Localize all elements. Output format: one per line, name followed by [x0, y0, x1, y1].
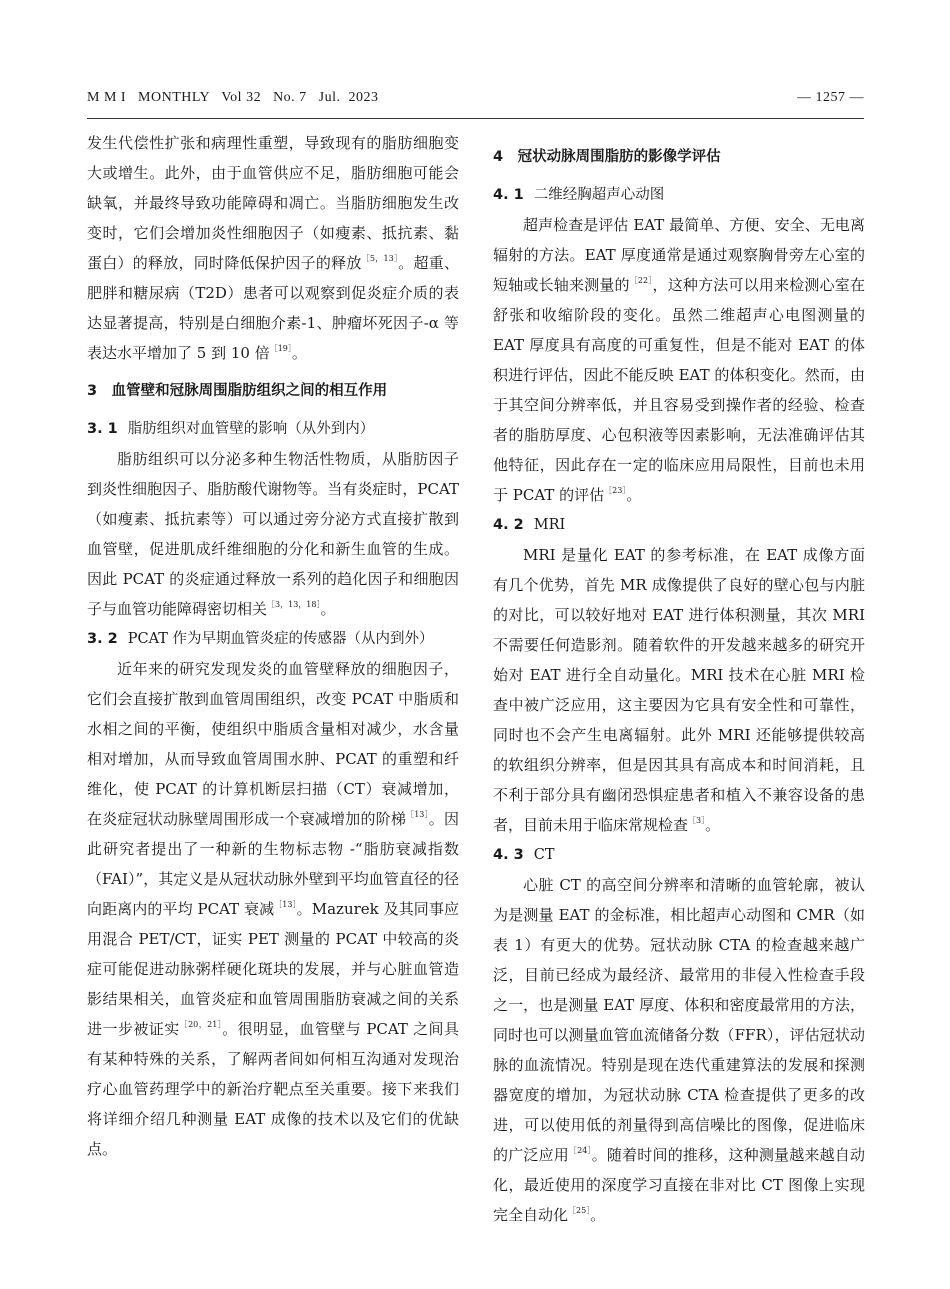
citation[interactable]: ［24］: [568, 1146, 592, 1155]
citation[interactable]: ［5，13］: [361, 254, 399, 263]
subsection-heading-3-2: 3. 2 PCAT 作为早期血管炎症的传感器（从内到外）: [87, 631, 434, 647]
paragraph: 超声检查是评估 EAT 最简单、方便、安全、无电离辐射的方法。EAT 厚度通常是通过观察胸骨旁左心室的短轴或长轴来测量的$^{[22]}$，这种方法可以用来检测心室在舒张和收缩阶段的变化。虽然二维超声心电图测量的 EAT 厚度具有高度的可重复性，但是不能对 EAT 的体积进行评估，因此不能反映 EAT 的体积变化。然而，由于其空间分辨率低，并且容易受到操作者的经验、检查者的脂肪厚度、心包积液等因素影响，无法准确评估其他特征，因此存在一定的临床应用局限性，目前也未用于 PCAT 的评估$^{[23]}$。: [493, 216, 865, 504]
paragraph: 发生代偿性扩张和病理性重塑，导致现有的脂肪细胞变大或增生。此外，由于血管供应不足，脂肪细胞可能会缺氧，并最终导致功能障碍和凋亡。当脂肪细胞发生改变时，它们会增加炎性细胞因子（如瘦素、抵抗素、黏蛋白）的释放，同时降低保护因子的释放$^{[5,13]}$。超重、肥胖和糖尿病（T2D）患者可以观察到促炎症介质的表达显著提高，特别是白细胞介素-1、肿瘤坏死因子-α 等表达水平增加了 5 到 10 倍$^{[19]}$。: [87, 134, 459, 362]
subsection-heading-4-1: 4. 1 二维经胸超声心动图: [493, 187, 665, 203]
paragraph: MRI 是量化 EAT 的参考标准，在 EAT 成像方面有几个优势，首先 MR 成像提供了良好的壁心包与内脏的对比，可以较好地对 EAT 进行体积测量，其次 MRI 不需要任何造影剂。随着软件的开发越来越多的研究开始对 EAT 进行全自动量化。MRI 技术在心脏 MRI 检查中被广泛应用，这主要因为它具有安全性和可靠性，同时也不会产生电离辐射。此外 MRI 还能够提供较高的软组织分辨率，但是因其具有高成本和时间消耗，且不利于部分具有幽闭恐惧症患者和植入不兼容设备的患者，目前未用于临床常规检查$^{[3]}$。: [493, 546, 865, 834]
citation[interactable]: ［25］: [568, 1206, 591, 1215]
page-number: — 1257 —: [797, 90, 864, 105]
citation[interactable]: ［13］: [406, 810, 429, 819]
citation[interactable]: ［3，13，18］: [267, 600, 321, 609]
left-column: [87, 128, 459, 1164]
citation[interactable]: ［3］: [688, 816, 706, 825]
subsection-heading-4-2: 4. 2 MRI: [493, 517, 566, 533]
citation[interactable]: ［23］: [604, 486, 627, 495]
section-heading-3: 3 血管壁和冠脉周围脂肪组织之间的相互作用: [87, 383, 388, 399]
right-column: [493, 128, 865, 1230]
subsection-heading-4-3: 4. 3 CT: [493, 847, 555, 863]
citation[interactable]: ［19］: [269, 344, 292, 353]
citation[interactable]: ［22］: [629, 276, 653, 285]
citation[interactable]: ［13］: [274, 900, 297, 909]
paragraph: 心脏 CT 的高空间分辨率和清晰的血管轮廓，被认为是测量 EAT 的金标准，相比超声心动图和 CMR（如表 1）有更大的优势。冠状动脉 CTA 的检查越来越广泛，目前已经成为最经济、最常用的非侵入性检查手段之一，也是测量 EAT 厚度、体积和密度最常用的方法，同时也可以测量血管血流储备分数（FFR），评估冠状动脉的血流情况。特别是现在迭代重建算法的发展和探测器宽度的增加，为冠状动脉 CTA 检查提供了更多的改进，可以使用低的剂量得到高信噪比的图像，促进临床的广泛应用$^{[24]}$。随着时间的推移，这种测量越来越自动化，最近使用的深度学习直接在非对比 CT 图像上实现完全自动化$^{[25]}$。: [493, 876, 865, 1224]
paragraph: 近年来的研究发现发炎的血管壁释放的细胞因子，它们会直接扩散到血管周围组织，改变 PCAT 中脂质和水相之间的平衡，使组织中脂质含量相对减少，水含量相对增加，从而导致血管周围水肿、PCAT 的重塑和纤维化，使 PCAT 的计算机断层扫描（CT）衰减增加，在炎症冠状动脉壁周围形成一个衰减增加的阶梯$^{[13]}$。因此研究者提出了一种新的生物标志物 -“脂肪衰减指数（FAI）”，其定义是从冠状动脉外壁到平均血管直径的径向距离内的平均 PCAT 衰减$^{[13]}$。Mazurek 及其同事应用混合 PET/CT，证实 PET 测量的 PCAT 中较高的炎症可能促进动脉粥样硬化斑块的发展，并与心脏血管造影结果相关，血管炎症和血管周围脂肪衰减之间的关系进一步被证实$^{[20,21]}$。很明显，血管壁与 PCAT 之间具有某种特殊的关系，了解两者间如何相互沟通对发现治疗心血管药理学中的新治疗靶点至关重要。接下来我们将详细介绍几种测量 EAT 成像的技术以及它们的优缺点。: [87, 660, 459, 1158]
running-header: [87, 90, 864, 119]
journal-info: M M I MONTHLY Vol 32 No. 7 Jul. 2023: [87, 90, 379, 105]
subsection-heading-3-1: 3. 1 脂肪组织对血管壁的影响（从外到内）: [87, 421, 375, 437]
citation[interactable]: ［20，21］: [179, 1020, 223, 1029]
paragraph: 脂肪组织可以分泌多种生物活性物质，从脂肪因子到炎性细胞因子、脂肪酸代谢物等。当有炎症时，PCAT（如瘦素、抵抗素等）可以通过旁分泌方式直接扩散到血管壁，促进肌成纤维细胞的分化和新生血管的生成。因此 PCAT 的炎症通过释放一系列的趋化因子和细胞因子与血管功能障碍密切相关$^{[3,13,18]}$。: [87, 450, 459, 618]
section-heading-4: 4 冠状动脉周围脂肪的影像学评估: [493, 149, 721, 165]
